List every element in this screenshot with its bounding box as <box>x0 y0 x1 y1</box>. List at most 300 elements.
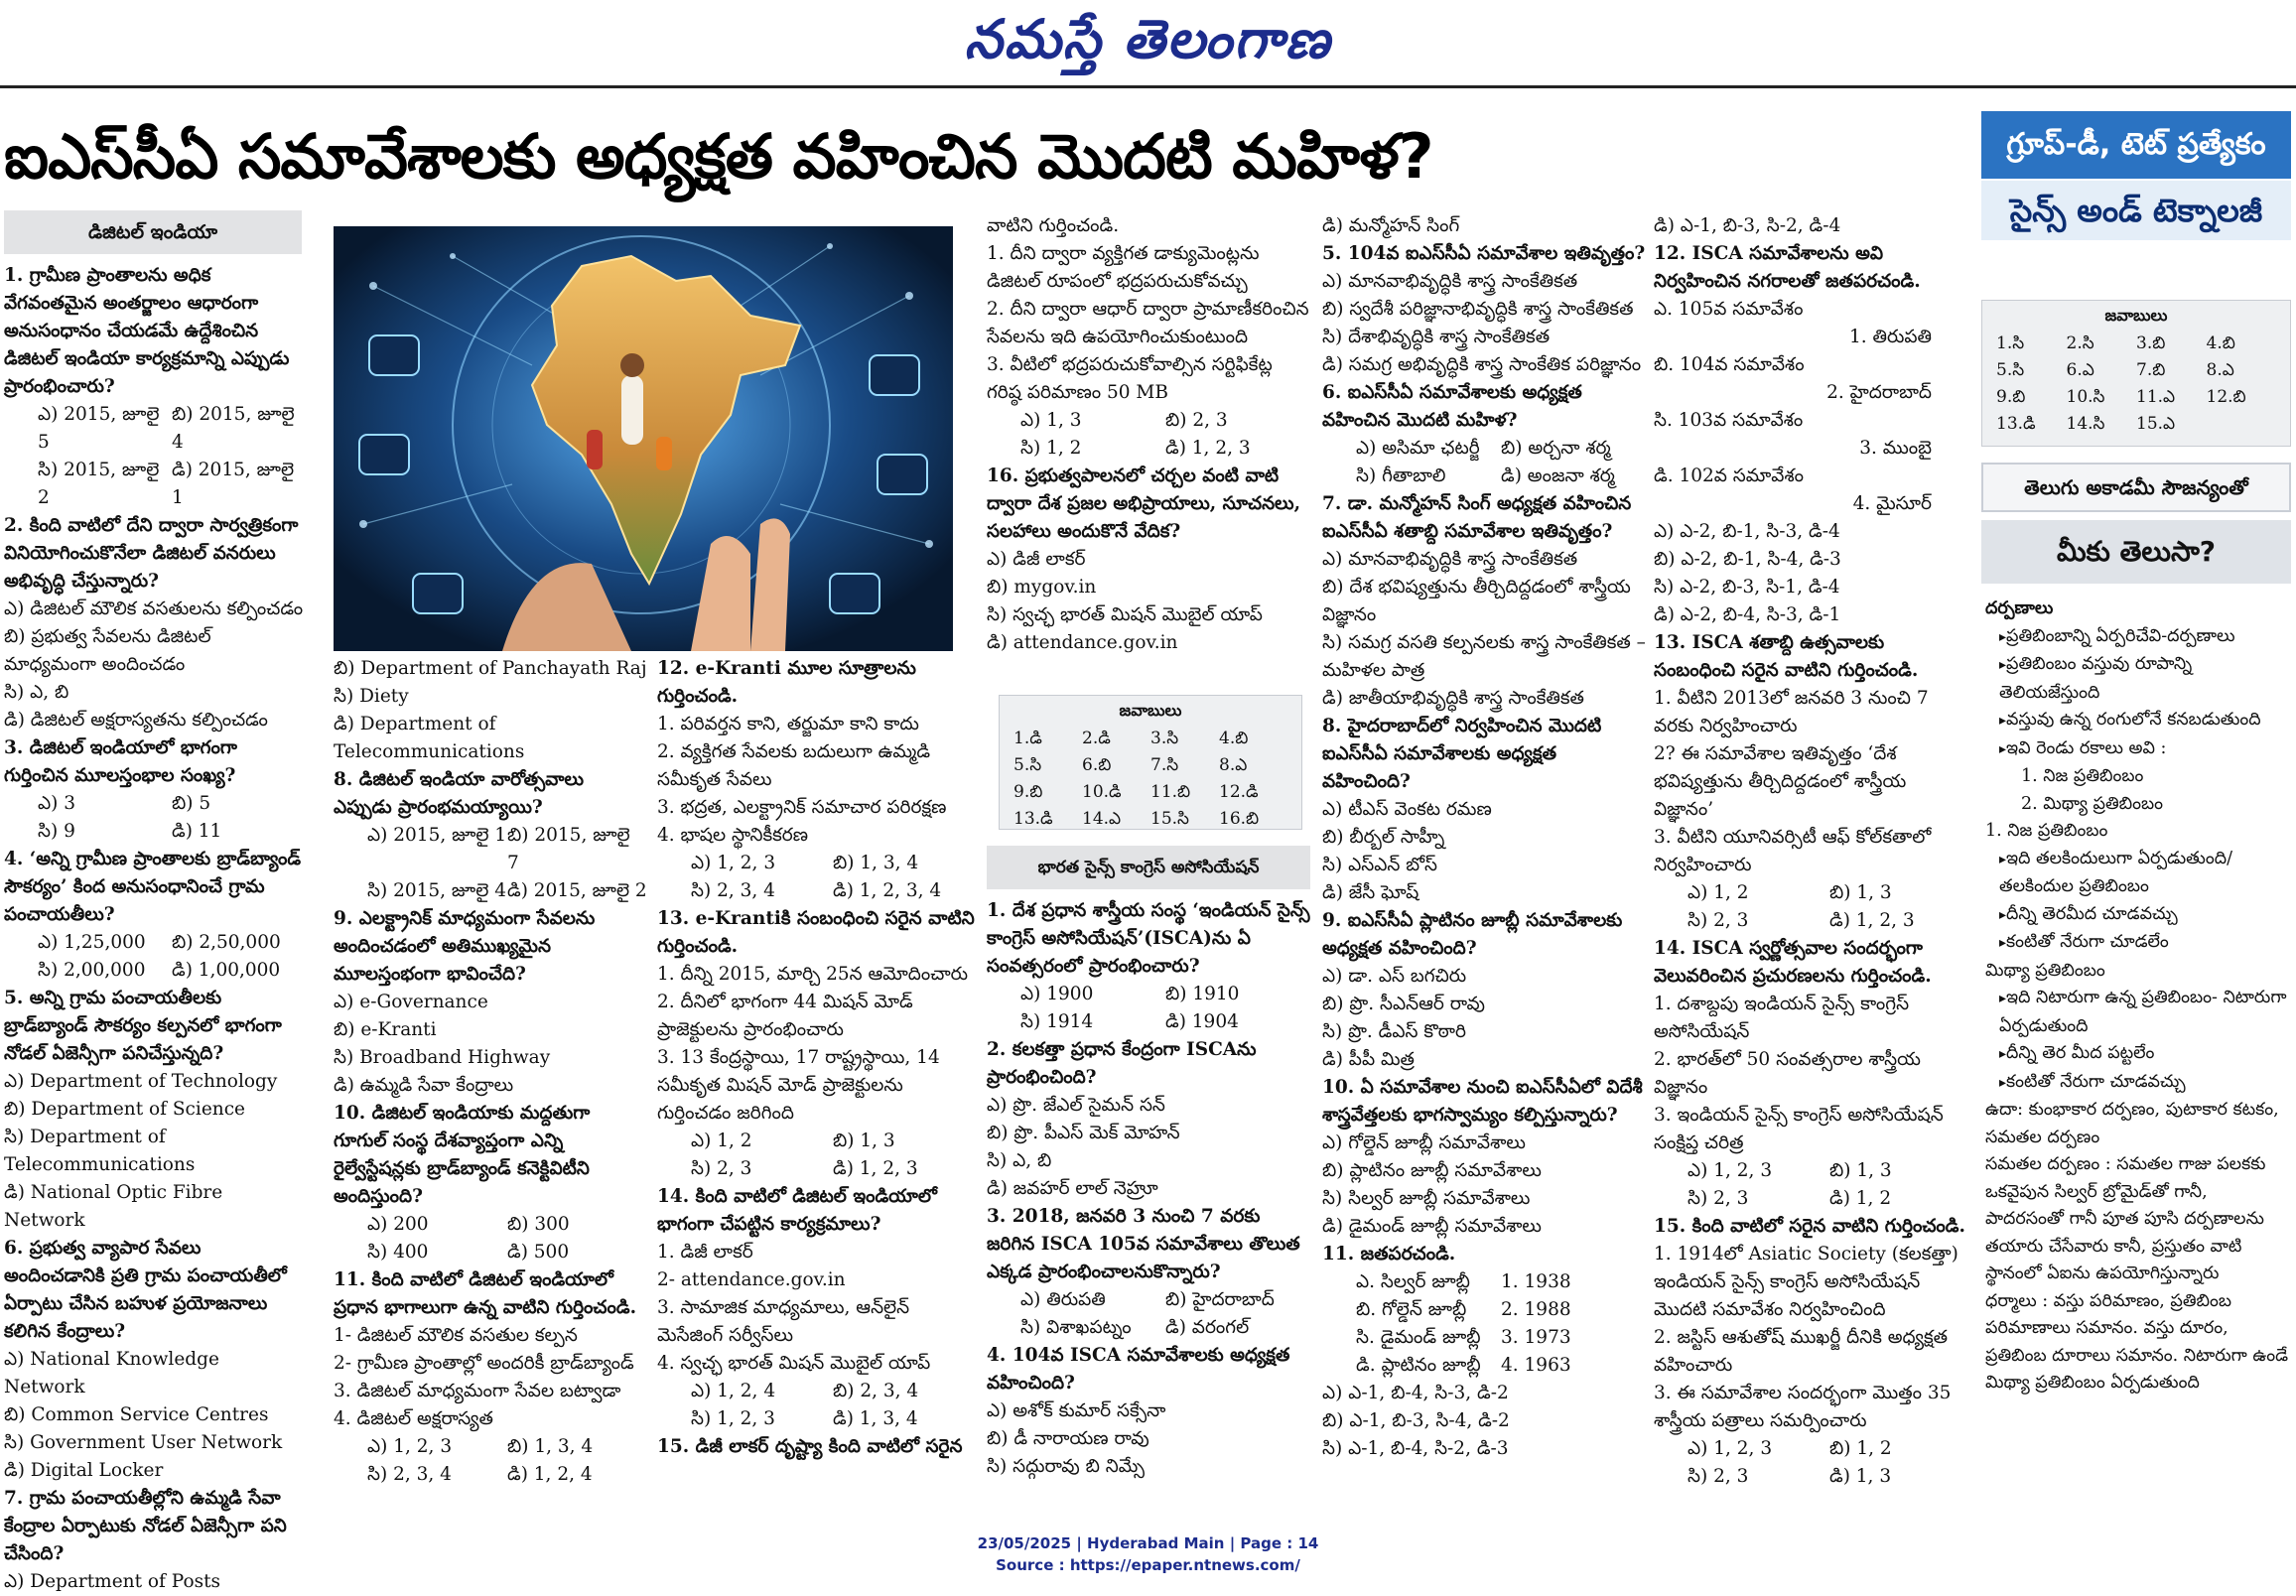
option-text: 3. 1973 <box>1501 1327 1571 1348</box>
option-text: డి) ఎ-1, బి-3, సి-2, డి-4 <box>1654 215 1841 236</box>
option-row <box>1322 435 1646 463</box>
option-text: డి) జాతీయాభివృద్ధికి శాస్త్ర సాంకేతికత <box>1322 688 1584 709</box>
option-row <box>334 822 647 877</box>
question-text: 15. కింది వాటిలో సరైన వాటిని గుర్తించండి. <box>1654 1216 1965 1237</box>
option-text: ఎ) ఎ-1, బి-4, సి-3, డి-2 <box>1322 1383 1509 1403</box>
question-text: 6. ఐఎస్‌సీఏ సమావేశాలకు అధ్యక్షత వహించిన మొదటి మహిళ? <box>1322 382 1582 431</box>
option-text: ఎ) ఎ-2, బి-1, సి-3, డి-4 <box>1654 521 1840 542</box>
answer-cell: 11.బి <box>1150 782 1191 802</box>
option-row <box>657 1128 975 1155</box>
question-text: 1. గ్రామీణ ప్రాంతాలను అధిక వేగవంతమైన అంతర్జాలం ఆధారంగా అనుసంధానం చేయడమే ఉద్దేశించిన డిజిటల్ ఇండియా కార్యక్రమాన్ని ఎప్పుడు ప్రారంభించారు? <box>4 265 290 397</box>
option-text: సి) 2015, జూలై 2 <box>38 460 160 508</box>
option-text: సి) Government User Network <box>4 1432 283 1453</box>
option-text: ఎ) 1, 3 <box>1020 410 1082 431</box>
question-text: 14. కింది వాటిలో డిజిటల్ ఇండియాలో భాగంగా చేపట్టిన కార్యక్రమాలు? <box>657 1186 937 1235</box>
option-row <box>657 1155 975 1183</box>
option-text: ఎ) గోల్డెన్ జూబ్లీ సమావేశాలు <box>1322 1132 1526 1153</box>
option-text: ఎ) 1, 2, 4 <box>691 1381 776 1401</box>
option-text: డి) 500 <box>507 1242 570 1263</box>
fact-text: ధర్మాలు : వస్తు పరిమాణం, ప్రతిబింబ పరిమాణాలు సమానం. వస్తు దూరం, ప్రతిబింబ దూరాలు సమానం. నిటారుగా ఉండే మిథ్యా ప్రతిబింబం ఏర్పడుతుంది <box>1985 1290 2289 1393</box>
option-text: బి) ప్లాటినం జూబ్లీ సమావేశాలు <box>1322 1160 1542 1181</box>
option-text: ఎ) 1, 2, 3 <box>691 853 776 873</box>
option-row <box>1654 1185 1971 1213</box>
option-text: ఎ) టీఎస్ వెంకట రమణ <box>1322 799 1492 820</box>
option-text: సి) Broadband Highway <box>334 1047 551 1068</box>
option-text: సి) 2, 3, 4 <box>691 880 775 901</box>
footer-source: Source : https://epaper.ntnews.com/ <box>996 1556 1300 1574</box>
fact-bullet: ▸ ప్రతిబింబాన్ని ఏర్పరిచేవి-దర్పణాలు <box>1985 623 2289 652</box>
option-text: డి) 1904 <box>1165 1011 1239 1032</box>
option-text: సి) Department of Telecommunications <box>4 1127 196 1175</box>
option-text: 4. భాషల స్థానికీకరణ <box>657 825 809 846</box>
answer-cell: 12.బి <box>2206 387 2246 407</box>
option-text: 2. భారత్‌లో 50 సంవత్సరాల శాస్త్రీయ విజ్ఞానం <box>1654 1049 1921 1098</box>
fact-text: సమతల దర్పణం : సమతల గాజు పలకకు ఒకవైపున సిల్వర్ బ్రోమైడ్‌తో గానీ, పాదరసంతో గానీ పూత పూసి దర్పణాలను తయారు చేసేవారు కానీ, ప్రస్తుతం వాటి స్థానంలో ఏఐను ఉపయోగిస్తున్నారు <box>1985 1154 2266 1283</box>
question-text: 5. అన్ని గ్రామ పంచాయతీలకు బ్రాడ్‌బ్యాండ్ సౌకర్యం కల్పనలో భాగంగా నోడల్ ఏజెన్సీగా పనిచేస్తున్నది? <box>4 988 282 1064</box>
option-text: బి) 2015, జూలై 4 <box>172 404 295 453</box>
option-text: సి) 1, 2 <box>1020 438 1082 459</box>
option-text: ఎ) డా. ఎస్ బగచిరు <box>1322 966 1467 987</box>
answers-grid <box>1982 331 2290 438</box>
option-text: బి) 1, 3 <box>1829 1160 1892 1181</box>
option-row <box>4 929 306 957</box>
answer-cell: 12.డి <box>1219 782 1259 802</box>
fact-bullet: ▸ దీన్ని తెర మీద పట్టలేం <box>1985 1040 2289 1069</box>
option-row <box>1322 1324 1646 1352</box>
option-text: ఎ) Department of Technology <box>4 1071 278 1092</box>
answer-cell: 1.డి <box>1013 729 1042 748</box>
section-title-isca: భారత సైన్స్ కాంగ్రెస్ అసోసియేషన్ <box>987 846 1310 889</box>
answer-cell: 2.డి <box>1082 729 1111 748</box>
option-row <box>1654 907 1971 935</box>
option-row <box>334 1433 647 1461</box>
fact-text: 2. మిథ్యా ప్రతిబింబం <box>2021 793 2164 814</box>
option-text: 1. డిజీ లాకర్ <box>657 1242 753 1263</box>
option-text: డి) 1, 2, 3, 4 <box>833 880 942 901</box>
option-row <box>4 457 306 512</box>
option-text: బి) 5 <box>172 793 211 814</box>
option-text: బి) స్వదేశీ పరిజ్ఞానాభివృద్ధికి శాస్త్ర సాంకేతికత <box>1322 299 1634 320</box>
question-text: 3. డిజిటల్ ఇండియాలో భాగంగా గుర్తించిన మూలస్తంభాల సంఖ్య? <box>4 737 237 786</box>
option-row <box>4 401 306 457</box>
option-row <box>334 877 647 905</box>
question-text: 6. ప్రభుత్వ వ్యాపార సేవలు అందించడానికి ప్రతి గ్రామ పంచాయతీలో ఏర్పాటు చేసిన బహుళ ప్రయోజనాలు కలిగిన కేంద్రాలు? <box>4 1238 287 1342</box>
answer-cell: 10.డి <box>1082 782 1122 802</box>
option-text: సి) 9 <box>38 821 75 842</box>
question-text: 7. గ్రామ పంచాయతీల్లోని ఉమ్మడి సేవా కేంద్రాల ఏర్పాటుకు నోడల్ ఏజెన్సీగా పని చేసింది? <box>4 1488 287 1564</box>
option-text: ఎ) e-Governance <box>334 992 488 1012</box>
option-text: సి) 2015, జూలై 4 <box>367 880 507 901</box>
option-text: బి) ప్రభుత్వ సేవలను డిజిటల్ మాధ్యమంగా అందించడం <box>4 626 211 675</box>
option-text: సి. డైమండ్ జూబ్లీ <box>1356 1327 1481 1348</box>
option-text: 2. జస్టిస్ ఆశుతోష్ ముఖర్జీ దీనికి అధ్యక్షత వహించారు <box>1654 1327 1949 1376</box>
option-text: 1. 1938 <box>1501 1271 1571 1292</box>
answer-cell: 6.బి <box>1082 755 1112 775</box>
option-text: సి) విశాఖపట్నం <box>1020 1317 1132 1338</box>
match-item: 4. మైసూర్ <box>1852 493 1932 514</box>
option-text: ఎ) Department of Posts <box>4 1571 221 1592</box>
option-text: సి) 400 <box>367 1242 429 1263</box>
fact-text: 1. నిజ ప్రతిబింబం <box>2021 766 2144 786</box>
option-text: బి) 1, 3, 4 <box>507 1436 594 1457</box>
option-row <box>1322 1296 1646 1324</box>
option-text: ఎ. 105వ సమావేశం <box>1654 299 1804 320</box>
option-text: ఎ) 1, 2, 3 <box>367 1436 453 1457</box>
answers-box-isca <box>1981 300 2291 447</box>
did-you-know-title: మీకు తెలుసా? <box>1981 520 2291 584</box>
question-text: 9. ఎలక్ట్రానిక్ మాధ్యమంగా సేవలను అందించడంలో అతిముఖ్యమైన మూలస్తంభంగా భావించేది? <box>334 908 596 985</box>
option-text: సి) 2, 3 <box>1688 1466 1749 1487</box>
option-text: ఎ) 1, 2, 3 <box>1688 1438 1773 1459</box>
option-text: డి. 102వ సమావేశం <box>1654 466 1805 486</box>
option-row <box>657 850 975 877</box>
answer-cell: 4.బి <box>1219 729 1249 748</box>
option-text: ఎ) 200 <box>367 1214 429 1235</box>
option-text: డి. ప్లాటినం జూబ్లీ <box>1356 1355 1481 1376</box>
fact-bullet: ▸ ఇది నిటారుగా ఉన్న ప్రతిబింబం- నిటారుగా ఏర్పడుతుంది <box>1985 985 2289 1040</box>
option-text: ఎ) National Knowledge Network <box>4 1349 219 1397</box>
option-text: ఎ) డిజీ లాకర్ <box>987 549 1086 570</box>
fact-bullet: ▸ కంటితో నేరుగా చూడవచ్చు <box>1985 1069 2289 1098</box>
option-row <box>334 1461 647 1489</box>
option-row <box>1322 463 1646 490</box>
option-text: డి) జవహర్ లాల్ నెహ్రూ <box>987 1178 1158 1199</box>
answer-cell: 2.సి <box>2066 333 2094 353</box>
option-text: బి) దేశ భవిష్యత్తును తీర్చిదిద్దడంలో శాస్త్రీయ విజ్ఞానం <box>1322 577 1631 625</box>
question-text: 15. డిజీ లాకర్ దృష్ట్యా కింది వాటిలో సరైన <box>657 1436 963 1457</box>
option-text: డి) National Optic Fibre Network <box>4 1182 223 1231</box>
answer-cell: 15.సి <box>1150 809 1189 829</box>
option-text: బి) e-Kranti <box>334 1019 437 1040</box>
fact-text: 1. నిజ ప్రతిబింబం <box>1985 821 2108 841</box>
option-text: డి) అంజనా శర్మ <box>1501 466 1615 486</box>
question-text: 8. డిజిటల్ ఇండియా వారోత్సవాలు ఎప్పుడు ప్రారంభమయ్యాయి? <box>334 769 585 818</box>
option-text: బి) హైదరాబాద్ <box>1165 1289 1275 1310</box>
option-text: డి) డైమండ్ జూబ్లీ సమావేశాలు <box>1322 1216 1542 1237</box>
question-text: 12. e-Kranti మూల సూత్రాలను గుర్తించండి. <box>657 658 916 707</box>
question-text: 11. జతపరచండి. <box>1322 1244 1456 1264</box>
option-text: సి) స్వచ్ఛ భారత్ మిషన్ మొబైల్ యాప్ <box>987 604 1263 625</box>
column-1 <box>4 262 306 1592</box>
option-text: బి) 2,50,000 <box>172 932 281 953</box>
answers-title: జవాబులు <box>1119 701 1182 720</box>
option-text: 3. వీటిని యూనివర్సిటీ ఆఫ్ కోల్‌కతాలో నిర్వహించారు <box>1654 827 1932 875</box>
answers-title: జవాబులు <box>2104 306 2168 325</box>
option-text: 2. దీనిలో భాగంగా 44 మిషన్ మోడ్ ప్రాజెక్టులను ప్రారంభించారు <box>657 992 913 1040</box>
option-text: డి) 2015, జూలై 1 <box>172 460 295 508</box>
option-text: బి. 104వ సమావేశం <box>1654 354 1805 375</box>
question-text: 11. కింది వాటిలో డిజిటల్ ఇండియాలో ప్రధాన భాగాలుగా ఉన్న వాటిని గుర్తించండి. <box>334 1269 637 1318</box>
column-3 <box>657 655 975 1489</box>
option-text: డి) 1, 2, 3 <box>1829 910 1915 931</box>
option-row <box>4 818 306 846</box>
option-text: డి) 1, 3 <box>1829 1466 1892 1487</box>
option-text: డి) Digital Locker <box>4 1460 164 1481</box>
option-text: బి) 1, 3 <box>1829 882 1892 903</box>
option-text: బి) ఎ-2, బి-1, సి-4, డి-3 <box>1654 549 1841 570</box>
option-text: డి) 2015, జూలై 2 <box>507 880 647 901</box>
masthead-rule <box>0 85 2296 88</box>
option-text: సి) 2,00,000 <box>38 960 146 981</box>
option-text: 2? ఈ సమావేశాల ఇతివృత్తం ‘దేశ భవిష్యత్తును తీర్చిదిద్దడంలో శాస్త్రీయ విజ్ఞానం’ <box>1654 743 1907 820</box>
option-text: డి) 1, 2, 3 <box>1165 438 1251 459</box>
answer-cell: 13.డి <box>1996 414 2036 434</box>
option-text: సి) ఎస్ఎన్ బోస్ <box>1322 855 1438 875</box>
option-text: ఎ) మానవాభివృద్ధికి శాస్త్ర సాంకేతికత <box>1322 549 1578 570</box>
option-text: 3. డిజిటల్ మాధ్యమంగా సేవల బట్వాడా <box>334 1381 621 1401</box>
option-text: 4. 1963 <box>1501 1355 1571 1376</box>
option-text: బి) Department of Science <box>4 1099 246 1120</box>
fact-text: దర్పణాలు <box>1985 598 2054 618</box>
answer-cell: 5.సి <box>1996 360 2025 380</box>
option-text: బి) బీర్బల్ సాహ్నీ <box>1322 827 1445 848</box>
option-row <box>1322 1268 1646 1296</box>
subject-tag: సైన్స్ అండ్ టెక్నాలజీ <box>1981 181 2291 240</box>
option-row <box>1654 1463 1971 1491</box>
option-text: 1. 1914లో Asiatic Society (కలకత్తా) ఇండియన్ సైన్స్ కాంగ్రెస్ అసోసియేషన్ మొదటి సమావేశం నిర్వహించింది <box>1654 1244 1958 1320</box>
option-row <box>1654 1435 1971 1463</box>
answer-cell: 13.డి <box>1013 809 1053 829</box>
question-text: 10. డిజిటల్ ఇండియాకు మద్దతుగా గూగుల్ సంస్థ దేశవ్యాప్తంగా ఎన్ని రైల్వేస్టేషన్లకు బ్రాడ్‌బ్యాండ్ కనెక్టివిటీని అందిస్తుంది? <box>334 1103 591 1207</box>
option-text: 3. భద్రత, ఎలక్ట్రానిక్ సమాచార పరిరక్షణ <box>657 797 947 818</box>
option-text: ఎ. సిల్వర్ జూబ్లీ <box>1356 1271 1470 1292</box>
option-text: డి) ఉమ్మడి సేవా కేంద్రాలు <box>334 1075 514 1096</box>
option-text: ఎ) 2015, జూలై 5 <box>38 404 160 453</box>
option-text: ఎ) మానవాభివృద్ధికి శాస్త్ర సాంకేతికత <box>1322 271 1578 292</box>
option-text: బి) Department of Panchayath Raj <box>334 658 647 679</box>
option-row <box>1654 879 1971 907</box>
answer-cell: 15.ఎ <box>2136 414 2176 434</box>
option-text: డి) ఎ-2, బి-4, సి-3, డి-1 <box>1654 604 1841 625</box>
option-text: సి) 2, 3 <box>1688 1188 1749 1209</box>
page-headline: ఐఎస్‌సీఏ సమావేశాలకు అధ్యక్షత వహించిన మొదటి మహిళ? <box>4 120 1433 193</box>
newspaper-masthead: నమస్తే తెలంగాణ <box>964 8 1332 70</box>
answer-cell: 14.సి <box>2066 414 2105 434</box>
option-text: డి) 1, 2, 4 <box>507 1464 593 1485</box>
option-text: సి) గీతాబాలి <box>1356 466 1446 486</box>
option-row <box>657 877 975 905</box>
option-text: ఎ) 3 <box>38 793 76 814</box>
option-text: బి) డీ నారాయణ రావు <box>987 1428 1149 1449</box>
answer-cell: 14.ఎ <box>1082 809 1122 829</box>
question-text: 1. దేశ ప్రధాన శాస్త్రీయ సంస్థ ‘ఇండియన్ సైన్స్ కాంగ్రెస్ అసోసియేషన్’(ISCA)ను ఏ సంవత్సరంలో ప్రారంభించారు? <box>987 900 1310 977</box>
answer-cell: 8.ఎ <box>2206 360 2234 380</box>
question-text: 3. 2018, జనవరి 3 నుంచి 7 వరకు జరిగిన ISCA 105వ సమావేశాలు తొలుత ఎక్కడ ప్రారంభించాలనుకొన్నారు? <box>987 1206 1300 1282</box>
body-text: వాటిని గుర్తించండి. <box>987 215 1120 236</box>
fact-text: ఉదా: కుంభాకార దర్పణం, పుటాకార కటకం, సమతల దర్పణం <box>1985 1100 2279 1147</box>
option-text: 1. దీన్ని 2015, మార్చి 25న ఆమోదించారు <box>657 964 969 985</box>
option-text: డి) 11 <box>172 821 222 842</box>
question-text: 7. డా. మన్మోహన్ సింగ్ అధ్యక్షత వహించిన ఐఎస్‌సీఏ శతాబ్ది సమావేశాల ఇతివృత్తం? <box>1322 493 1632 542</box>
answer-cell: 9.బి <box>1013 782 1043 802</box>
option-text: సి) Diety <box>334 686 409 707</box>
option-text: సి) ఎ, బి <box>987 1150 1052 1171</box>
option-text: సి) సమగ్ర వసతి కల్పనలకు శాస్త్ర సాంకేతికత – మహిళల పాత్ర <box>1322 632 1646 681</box>
option-text: ఎ) 1, 2, 3 <box>1688 1160 1773 1181</box>
fact-bullet: ▸ ఇవి రెండు రకాలు అవి : <box>1985 735 2289 764</box>
series-tag: గ్రూప్-డీ, టెట్ ప్రత్యేకం <box>1981 111 2291 179</box>
option-text: బి. గోల్డెన్ జూబ్లీ <box>1356 1299 1467 1320</box>
answer-cell: 10.సి <box>2066 387 2105 407</box>
question-text: 5. 104వ ఐఎస్‌సీఏ సమావేశాల ఇతివృత్తం? <box>1322 243 1646 264</box>
fact-bullet: ▸ వస్తువు ఉన్న రంగులోనే కనబడుతుంది <box>1985 707 2289 735</box>
option-text: సి) ఎ-2, బి-3, సి-1, డి-4 <box>1654 577 1840 598</box>
footer-dateline: 23/05/2025 | Hyderabad Main | Page : 14 <box>977 1534 1319 1552</box>
digital-india-illustration <box>334 226 953 651</box>
option-text: డి) మన్మోహన్ సింగ్ <box>1322 215 1460 236</box>
option-row <box>987 1008 1310 1036</box>
question-text: 2. కింది వాటిలో దేని ద్వారా సార్వత్రికంగా వినియోగించుకొనేలా డిజిటల్ వనరులు అభివృద్ధి చేస్తున్నారు? <box>4 515 299 592</box>
answer-cell: 6.ఎ <box>2066 360 2094 380</box>
column-4-top <box>987 212 1310 689</box>
option-row <box>657 1405 975 1433</box>
option-row <box>987 1286 1310 1314</box>
option-row <box>987 407 1310 435</box>
option-text: బి) అర్చనా శర్మ <box>1501 438 1611 459</box>
option-text: సి) 2, 3 <box>691 1158 752 1179</box>
option-text: డి) Department of Telecommunications <box>334 714 525 762</box>
answers-grid <box>1000 726 1301 833</box>
answer-cell: 11.ఎ <box>2136 387 2176 407</box>
option-text: బి) 1, 3, 4 <box>833 853 919 873</box>
question-text: 16. ప్రభుత్వపాలనలో చర్చల వంటి వాటి ద్వారా దేశ ప్రజల అభిప్రాయాలు, సూచనలు, సలహాలు అందుకొనే వేదిక? <box>987 466 1301 542</box>
option-row <box>334 1239 647 1266</box>
option-text: సి. 103వ సమావేశం <box>1654 410 1804 431</box>
option-text: 2. వ్యక్తిగత సేవలకు బదులుగా ఉమ్మడి సమీకృత సేవలు <box>657 741 931 790</box>
india-map-image <box>334 226 953 651</box>
option-text: బి) 300 <box>507 1214 570 1235</box>
option-text: డి) attendance.gov.in <box>987 632 1178 653</box>
option-text: 2- attendance.gov.in <box>657 1269 846 1290</box>
option-text: బి) 1, 3 <box>833 1130 895 1151</box>
option-row <box>334 1211 647 1239</box>
match-item: 3. ముంబై <box>1859 438 1932 459</box>
option-text: ఎ) 1, 2 <box>691 1130 752 1151</box>
option-row <box>987 981 1310 1008</box>
option-text: 2. 1988 <box>1501 1299 1571 1320</box>
option-text: ఎ) 1900 <box>1020 984 1094 1004</box>
option-text: సి) దేశాభివృద్ధికి శాస్త్ర సాంకేతికత <box>1322 327 1551 347</box>
option-text: 1. వీటిని 2013లో జనవరి 3 నుంచి 7 వరకు నిర్వహించారు <box>1654 688 1929 736</box>
question-text: 9. ఐఎస్‌సీఏ ప్లాటినం జూబ్లీ సమావేశాలకు అధ్యక్షత వహించింది? <box>1322 910 1623 959</box>
option-text: సి) ఎ, బి <box>4 682 69 703</box>
match-item: 1. తిరుపతి <box>1849 327 1932 347</box>
section-title-digital-india: డిజిటల్ ఇండియా <box>4 210 302 254</box>
option-text: సి) 2, 3 <box>1688 910 1749 931</box>
option-text: 3. 13 కేంద్రస్థాయి, 17 రాష్ట్రస్థాయి, 14 సమీకృత మిషన్ మోడ్ ప్రాజెక్టులను గుర్తించడం జరిగింది <box>657 1047 940 1124</box>
option-text: డి) వరంగల్ <box>1165 1317 1250 1338</box>
answer-cell: 7.సి <box>1150 755 1179 775</box>
option-text: 3. సామాజిక మాధ్యమాలు, ఆన్‌లైన్ మెసేజింగ్ సర్వీస్‌లు <box>657 1297 910 1346</box>
fact-bullet: ▸ ఇది తలకిందులుగా ఏర్పడుతుంది/ తలకిందుల ప్రతిబింబం <box>1985 846 2289 901</box>
option-text: బి) Common Service Centres <box>4 1404 269 1425</box>
question-text: 13. e-Krantiకి సంబంధించి సరైన వాటిని గుర్తించండి. <box>657 908 975 957</box>
option-text: సి) సిల్వర్ జూబ్లీ సమావేశాలు <box>1322 1188 1531 1209</box>
option-text: డి) జేసీ ఘోష్ <box>1322 882 1419 903</box>
option-text: బి) 2, 3 <box>1165 410 1228 431</box>
question-text: 12. ISCA సమావేశాలను అవి నిర్వహించిన నగరాలతో జతపరచండి. <box>1654 243 1921 292</box>
option-text: 3. ఇండియన్ సైన్స్ కాంగ్రెస్ అసోసియేషన్ సంక్షిప్త చరిత్ర <box>1654 1105 1944 1153</box>
option-text: 1. దీని ద్వారా వ్యక్తిగత డాక్యుమెంట్లను డిజిటల్ రూపంలో భద్రపరుచుకోవచ్చు <box>987 243 1260 292</box>
question-text: 10. ఏ సమావేశాల నుంచి ఐఎస్‌సీఏలో విదేశీ శాస్త్రవేత్తలకు భాగస్వామ్యం కల్పిస్తున్నారు? <box>1322 1077 1643 1126</box>
question-text: 14. ISCA స్వర్ణోత్సవాల సందర్భంగా వెలువరించిన ప్రచురణలను గుర్తించండి. <box>1654 938 1932 987</box>
answer-cell: 1.సి <box>1996 333 2025 353</box>
column-4-bottom <box>987 897 1310 1489</box>
option-text: 3. వీటిలో భద్రపరుచుకోవాల్సిన సర్టిఫికేట్ల గరిష్ఠ పరిమాణం 50 MB <box>987 354 1273 403</box>
option-text: డి) 1, 2, 3 <box>833 1158 918 1179</box>
option-row <box>1322 1352 1646 1380</box>
option-text: సి) 1, 2, 3 <box>691 1408 775 1429</box>
option-text: ఎ) 1,25,000 <box>38 932 146 953</box>
option-text: 3. ఈ సమావేశాల సందర్భంగా మొత్తం 35 శాస్త్రీయ పత్రాలు సమర్పించారు <box>1654 1383 1952 1431</box>
answer-cell: 9.బి <box>1996 387 2026 407</box>
option-text: బి) 1, 2 <box>1829 1438 1892 1459</box>
option-text: బి) ప్రొ. సీఎన్ఆర్ రావు <box>1322 994 1485 1014</box>
column-5 <box>1322 212 1646 1489</box>
option-text: ఎ) ప్రొ. జేఎల్ సైమన్ సన్ <box>987 1095 1165 1116</box>
answer-cell: 5.సి <box>1013 755 1042 775</box>
fact-text: మిథ్యా ప్రతిబింబం <box>1985 960 2105 981</box>
column-2 <box>334 655 647 1489</box>
question-text: 4. 104వ ISCA సమావేశాలకు అధ్యక్షత వహించింది? <box>987 1345 1290 1394</box>
answer-cell: 8.ఎ <box>1219 755 1248 775</box>
option-text: సి) సద్గురావు బి నిమ్సే <box>987 1456 1146 1477</box>
fact-bullet: ▸ దీన్ని తెరమీద చూడవచ్చు <box>1985 901 2289 930</box>
option-text: ఎ) అశోక్ కుమార్ సక్సేనా <box>987 1400 1166 1421</box>
courtesy-note: తెలుగు అకాడమీ సౌజన్యంతో <box>1981 463 2291 512</box>
option-text: సి) ప్రొ. డీఎస్ కొఠారి <box>1322 1021 1466 1042</box>
option-text: 1- డిజిటల్ మౌలిక వసతుల కల్పన <box>334 1325 578 1346</box>
option-text: డి) పీపీ మిత్ర <box>1322 1049 1415 1070</box>
option-text: డి) 1,00,000 <box>172 960 281 981</box>
option-text: బి) mygov.in <box>987 577 1097 598</box>
option-text: డి) సమగ్ర అభివృద్ధికి శాస్త్ర సాంకేతిక పరిజ్ఞానం <box>1322 354 1642 375</box>
option-text: డి) 1, 2 <box>1829 1188 1892 1209</box>
answer-cell: 7.బి <box>2136 360 2166 380</box>
option-text: ఎ) తిరుపతి <box>1020 1289 1106 1310</box>
option-text: ఎ) 1, 2 <box>1688 882 1749 903</box>
option-text: 1. పరివర్తన కాని, తర్జుమా కాని కాదు <box>657 714 919 734</box>
answer-cell: 4.బి <box>2206 333 2235 353</box>
option-text: బి) ఎ-1, బి-3, సి-4, డి-2 <box>1322 1410 1510 1431</box>
option-text: 4. స్వచ్ఛ భారత్ మిషన్ మొబైల్ యాప్ <box>657 1353 931 1374</box>
option-text: 4. డిజిటల్ అక్షరాస్యత <box>334 1408 493 1429</box>
option-text: బి) 2, 3, 4 <box>833 1381 919 1401</box>
option-row <box>4 957 306 985</box>
option-text: ఎ) అసిమా ఛటర్జీ <box>1356 438 1480 459</box>
option-text: ఎ) 2015, జూలై 1 <box>367 825 507 846</box>
option-text: బి) ప్రొ. పీఎస్ మెక్ మోహన్ <box>987 1123 1180 1143</box>
column-6 <box>1654 212 1971 1489</box>
fact-bullet: ▸ ప్రతిబింబం వస్తువు రూపాన్ని తెలియజేస్తుంది <box>1985 651 2289 707</box>
option-text: డి) 1, 3, 4 <box>833 1408 918 1429</box>
option-text: ఎ) డిజిటల్ మౌలిక వసతులను కల్పించడం <box>4 598 304 619</box>
fact-bullet: ▸ కంటితో నేరుగా చూడలేం <box>1985 929 2289 958</box>
question-text: 4. ‘అన్ని గ్రామీణ ప్రాంతాలకు బ్రాడ్‌బ్యాండ్ సౌకర్యం’ కింద అనుసంధానించే గ్రామ పంచాయతీలు? <box>4 849 302 925</box>
option-row <box>4 790 306 818</box>
answer-cell: 3.సి <box>1150 729 1179 748</box>
option-text: సి) 2, 3, 4 <box>367 1464 452 1485</box>
question-text: 8. హైదరాబాద్‌లో నిర్వహించిన మొదటి ఐఎస్‌సీఏ సమావేశాలకు అధ్యక్షత వహించింది? <box>1322 716 1602 792</box>
option-text: డి) డిజిటల్ అక్షరాస్యతను కల్పించడం <box>4 710 268 731</box>
answer-cell: 16.బి <box>1219 809 1260 829</box>
option-text: సి) 1914 <box>1020 1011 1094 1032</box>
match-item: 2. హైదరాబాద్ <box>1826 382 1932 403</box>
answer-cell: 3.బి <box>2136 333 2166 353</box>
option-text: బి) 1910 <box>1165 984 1240 1004</box>
option-row <box>987 1314 1310 1342</box>
option-text: బి) 2015, జూలై 7 <box>507 825 630 873</box>
